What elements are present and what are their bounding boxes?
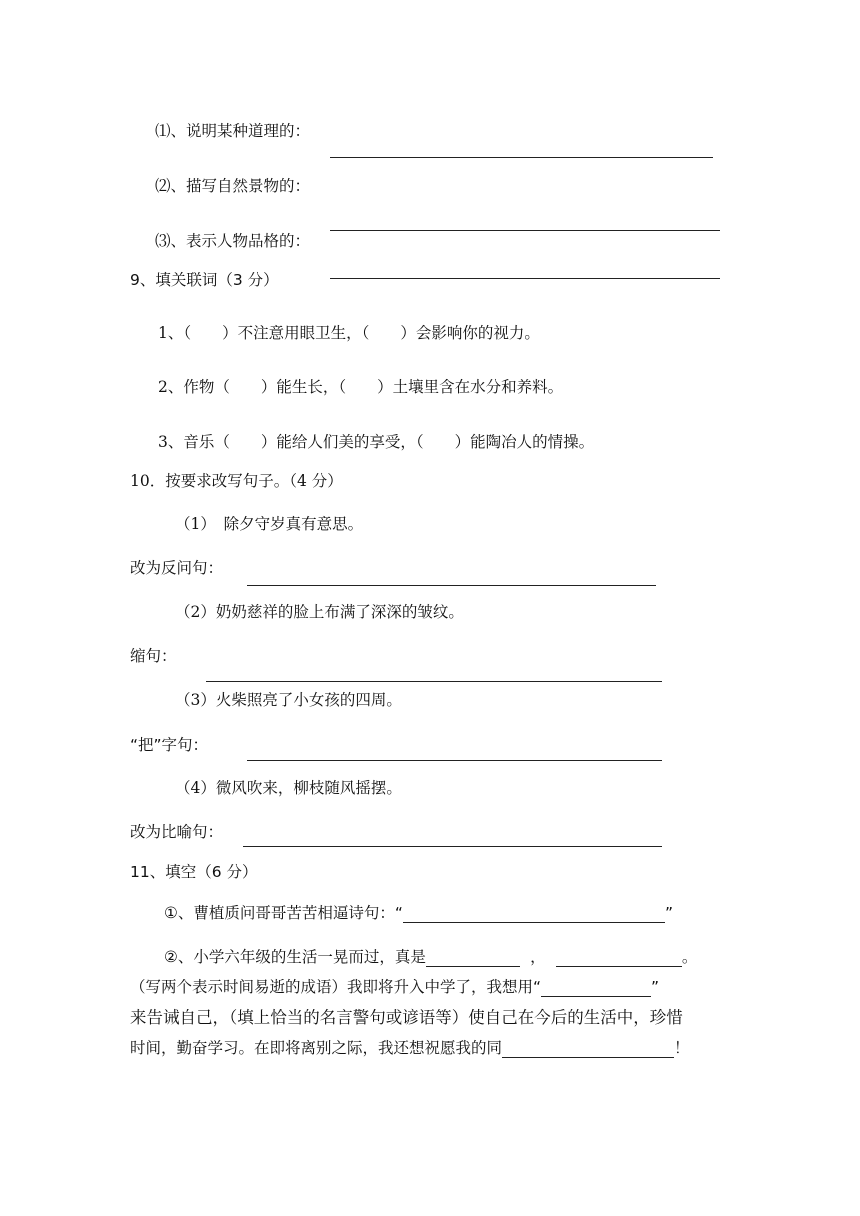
q10-label-2: 缩句： bbox=[130, 647, 177, 665]
q8-answer-line-2[interactable] bbox=[330, 230, 720, 231]
q10-prompt-4: （4）微风吹来，柳枝随风摇摆。 bbox=[175, 779, 402, 797]
q11-row-2-comma: ， bbox=[530, 948, 546, 966]
q10-heading: 10．按要求改写句子。（4 分） bbox=[130, 472, 343, 490]
q11-row-1 bbox=[164, 903, 673, 923]
q10-prompt-2: （2）奶奶慈祥的脸上布满了深深的皱纹。 bbox=[175, 603, 464, 621]
q10-label-3: “把”字句： bbox=[130, 736, 209, 754]
q11-row-3 bbox=[130, 977, 659, 997]
q10-prompt-3: （3）火柴照亮了小女孩的四周。 bbox=[175, 691, 402, 709]
q11-row-2 bbox=[164, 947, 697, 967]
q11-row-4: 来告诫自己，（填上恰当的名言警句或谚语等）使自己在今后的生活中，珍惜 bbox=[130, 1008, 683, 1027]
q11-row-1-text: ①、曹植质问哥哥苦苦相逼诗句：“ bbox=[164, 904, 403, 922]
q10-answer-line-3[interactable] bbox=[247, 760, 662, 761]
q11-row-5-text: 时间，勤奋学习。在即将离别之际，我还想祝愿我的同 bbox=[130, 1039, 503, 1057]
q11-blank-wish[interactable] bbox=[502, 1041, 674, 1058]
q10-answer-line-4[interactable] bbox=[243, 846, 662, 847]
q10-answer-line-1[interactable] bbox=[247, 585, 656, 586]
q11-blank-motto[interactable] bbox=[541, 980, 651, 997]
q10-answer-line-2[interactable] bbox=[206, 681, 662, 682]
q11-row-3-close-quote: ” bbox=[651, 978, 660, 996]
q11-row-3-text: （写两个表示时间易逝的成语）我即将升入中学了，我想用“ bbox=[130, 978, 542, 996]
q11-blank-idiom-2[interactable] bbox=[556, 950, 682, 967]
q9-sentence-2: 2、作物（ ）能生长，（ ）土壤里含在水分和养料。 bbox=[158, 378, 564, 396]
q11-row-2-text: ②、小学六年级的生活一晃而过，真是 bbox=[164, 948, 426, 966]
q11-row-1-close-quote: ” bbox=[664, 904, 673, 922]
q11-heading: 11、填空（6 分） bbox=[130, 863, 258, 881]
q10-label-1: 改为反问句： bbox=[130, 559, 224, 577]
q8-item-2: ⑵、描写自然景物的： bbox=[155, 177, 311, 195]
q9-sentence-1: 1、（ ）不注意用眼卫生，（ ）会影响你的视力。 bbox=[158, 324, 540, 342]
q11-blank-idiom-1[interactable] bbox=[426, 950, 520, 967]
q9-heading: 9、填关联词（3 分） bbox=[130, 271, 279, 289]
q9-sentence-3: 3、音乐（ ）能给人们美的享受，（ ）能陶冶人的情操。 bbox=[158, 433, 595, 451]
q8-answer-line-3[interactable] bbox=[330, 278, 720, 279]
q11-row-5-exclaim: ！ bbox=[674, 1039, 690, 1057]
q11-blank-poem[interactable] bbox=[403, 906, 665, 923]
q10-prompt-1: （1） 除夕守岁真有意思。 bbox=[175, 515, 364, 533]
q8-item-1: ⑴、说明某种道理的： bbox=[155, 122, 311, 140]
q8-answer-line-1[interactable] bbox=[330, 157, 713, 158]
q11-row-5 bbox=[130, 1038, 690, 1058]
q11-row-2-period: 。 bbox=[681, 948, 698, 966]
q8-item-3: ⑶、表示人物品格的： bbox=[155, 232, 311, 250]
q10-label-4: 改为比喻句： bbox=[130, 823, 224, 841]
